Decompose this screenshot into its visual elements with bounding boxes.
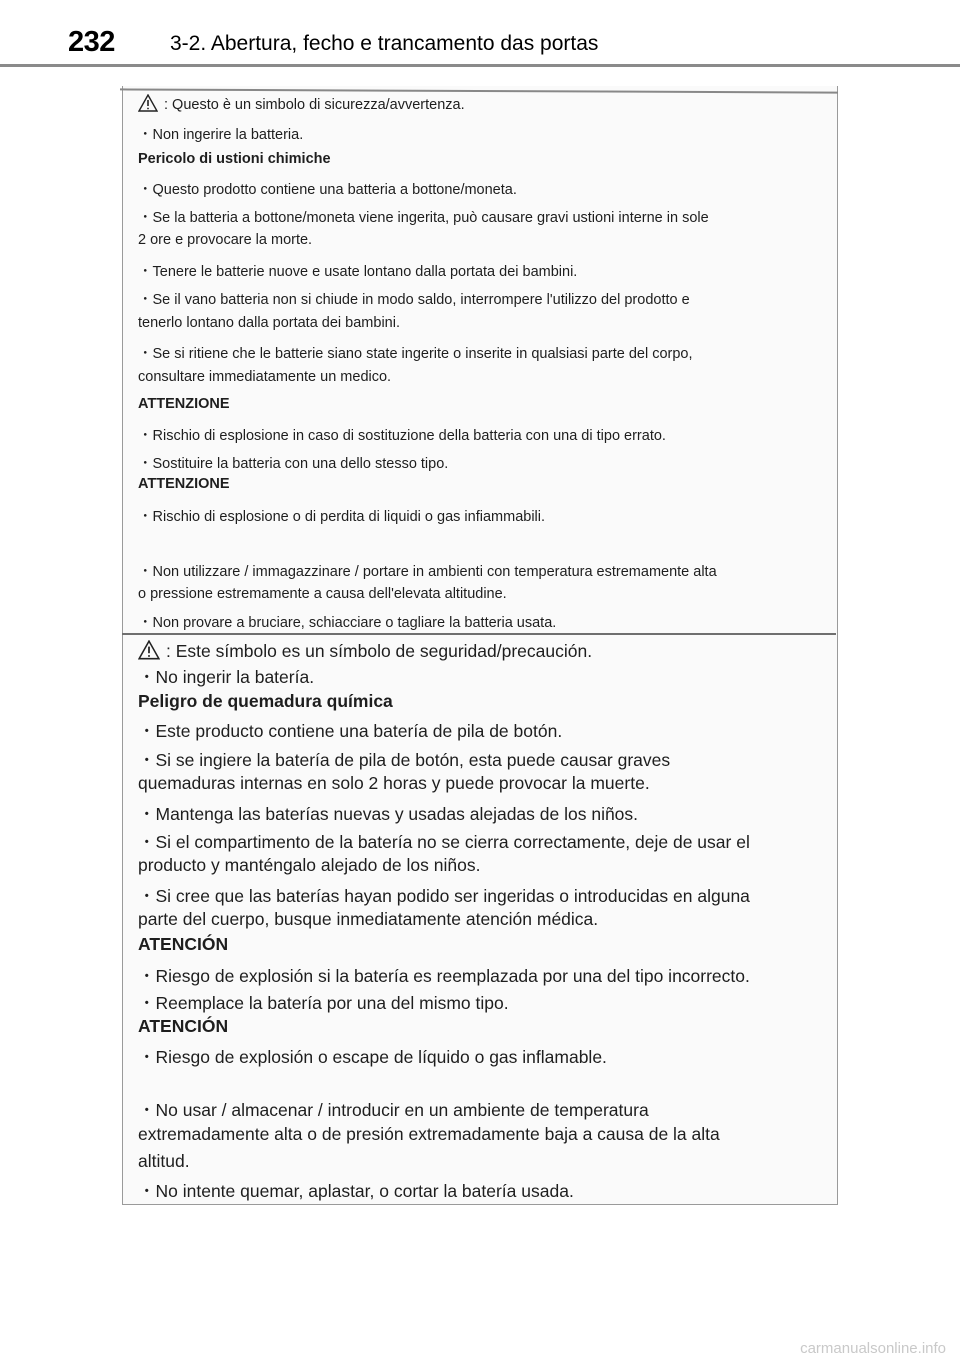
warning-line-text: ・No intente quemar, aplastar, o cortar la batería usada. — [138, 1181, 574, 1201]
language-divider — [122, 633, 836, 635]
page-number: 232 — [68, 26, 115, 58]
warning-line — [138, 801, 638, 826]
warning-line — [138, 1097, 649, 1122]
warning-line-text: ・Non ingerire la batteria. — [138, 127, 304, 143]
warning-line — [138, 1044, 607, 1069]
warning-line-text: ・Se la batteria a bottone/moneta viene ingerita, può causare gravi ustioni interne in sole — [138, 210, 709, 226]
warning-line-text: ・Reemplace la batería por una del mismo tipo. — [138, 993, 509, 1013]
warning-line-text: tenerlo lontano dalla portata dei bambini. — [138, 315, 400, 331]
warning-line-text: producto y manténgalo alejado de los niños. — [138, 855, 481, 875]
warning-triangle-icon — [138, 94, 158, 112]
warning-heading — [138, 1016, 228, 1037]
warning-line-text: ATTENZIONE — [138, 396, 230, 412]
warning-heading — [138, 151, 331, 167]
warning-line — [138, 94, 465, 113]
warning-line — [138, 855, 480, 876]
warning-line — [138, 909, 598, 930]
warning-line-text: ・Mantenga las baterías nuevas y usadas alejadas de los niños. — [138, 804, 639, 824]
warning-line — [138, 640, 592, 662]
warning-line-text: ATENCIÓN — [138, 1016, 229, 1036]
warning-line — [138, 288, 690, 309]
warning-line-text: ・Se il vano batteria non si chiude in modo saldo, interrompere l'utilizzo del prodotto e — [138, 292, 690, 308]
warning-line-text: ・Rischio di esplosione o di perdita di liquidi o gas infiammabili. — [138, 509, 546, 525]
warning-line — [138, 505, 545, 526]
warning-line-text: ・Questo prodotto contiene una batteria a bottone/moneta. — [138, 182, 517, 198]
warning-line — [138, 773, 650, 794]
warning-heading — [138, 934, 228, 955]
warning-line — [138, 963, 750, 988]
warning-line-text: consultare immediatamente un medico. — [138, 369, 392, 385]
warning-line-text: ・Se si ritiene che le batterie siano state ingerite o inserite in qualsiasi parte del corpo, — [138, 346, 693, 362]
warning-line-text: ・Riesgo de explosión o escape de líquido o gas inflamable. — [138, 1047, 607, 1067]
warning-line — [138, 424, 666, 445]
warning-line — [138, 123, 303, 144]
warning-line-text: ・Rischio di esplosione in caso di sostituzione della batteria con una di tipo errato. — [138, 428, 666, 444]
warning-line — [138, 990, 509, 1015]
warning-line-text: altitud. — [138, 1151, 190, 1171]
warning-line — [138, 232, 312, 248]
warning-line — [138, 829, 750, 854]
warning-line-text: ・Sostituire la batteria con una dello stesso tipo. — [138, 456, 449, 472]
warning-line-text: ATENCIÓN — [138, 934, 229, 954]
warning-line — [138, 747, 670, 772]
warning-line — [138, 586, 507, 602]
warning-line — [138, 260, 577, 281]
header-rule — [0, 64, 960, 67]
warning-line-text: parte del cuerpo, busque inmediatamente atención médica. — [138, 909, 599, 929]
warning-line-text: ・No ingerir la batería. — [138, 667, 315, 687]
warning-line — [138, 883, 750, 908]
warning-heading — [138, 691, 393, 712]
warning-line-text: : Questo è un simbolo di sicurezza/avvertenza. — [164, 97, 465, 113]
warning-line-text: ・Si cree que las baterías hayan podido ser ingeridas o introducidas en alguna — [138, 886, 750, 906]
warning-line — [138, 342, 693, 363]
warning-heading — [138, 396, 230, 412]
warning-line — [138, 452, 448, 473]
warning-line-text: ・Riesgo de explosión si la batería es reemplazada por una del tipo incorrecto. — [138, 966, 750, 986]
warning-line-text: ・Este producto contiene una batería de pila de botón. — [138, 721, 563, 741]
warning-line-text: Pericolo di ustioni chimiche — [138, 151, 331, 167]
warning-line-text: 2 ore e provocare la morte. — [138, 232, 313, 248]
warning-heading — [138, 476, 230, 492]
warning-line-text: ・Si se ingiere la batería de pila de botón, esta puede causar graves — [138, 750, 671, 770]
warning-line — [138, 560, 717, 581]
warning-line — [138, 178, 517, 199]
warning-line-text: ATTENZIONE — [138, 476, 230, 492]
warning-line — [138, 1178, 574, 1203]
warning-line — [138, 664, 314, 689]
warning-line-text: : Este símbolo es un símbolo de seguridad/precaución. — [166, 640, 593, 661]
warning-line-text: ・Tenere le batterie nuove e usate lontano dalla portata dei bambini. — [138, 264, 578, 280]
warning-triangle-icon — [138, 640, 160, 660]
warning-line-text: o pressione estremamente a causa dell'elevata altitudine. — [138, 586, 507, 602]
warning-line-text: ・Non utilizzare / immagazzinare / portare in ambienti con temperatura estremamente alta — [138, 564, 717, 580]
warning-line-text: ・Non provare a bruciare, schiacciare o tagliare la batteria usata. — [138, 615, 557, 631]
page-header — [0, 0, 960, 70]
warning-line — [138, 369, 391, 385]
warning-line-text: ・Si el compartimento de la batería no se cierra correctamente, deje de usar el — [138, 832, 750, 852]
warning-line — [138, 611, 556, 632]
warning-line — [138, 1124, 720, 1145]
warning-line — [138, 718, 562, 743]
warning-line — [138, 315, 400, 331]
warning-line-text: quemaduras internas en solo 2 horas y puede provocar la muerte. — [138, 773, 650, 793]
warning-line-text: Peligro de quemadura química — [138, 691, 393, 711]
warning-line — [138, 1151, 190, 1172]
section-title: 3-2. Abertura, fecho e trancamento das portas — [170, 32, 599, 55]
warning-line-text: extremadamente alta o de presión extremadamente baja a causa de la alta — [138, 1124, 720, 1144]
watermark-logo: carmanualsonline.info — [800, 1340, 946, 1357]
warning-line-text: ・No usar / almacenar / introducir en un ambiente de temperatura — [138, 1100, 649, 1120]
warning-line — [138, 206, 709, 227]
